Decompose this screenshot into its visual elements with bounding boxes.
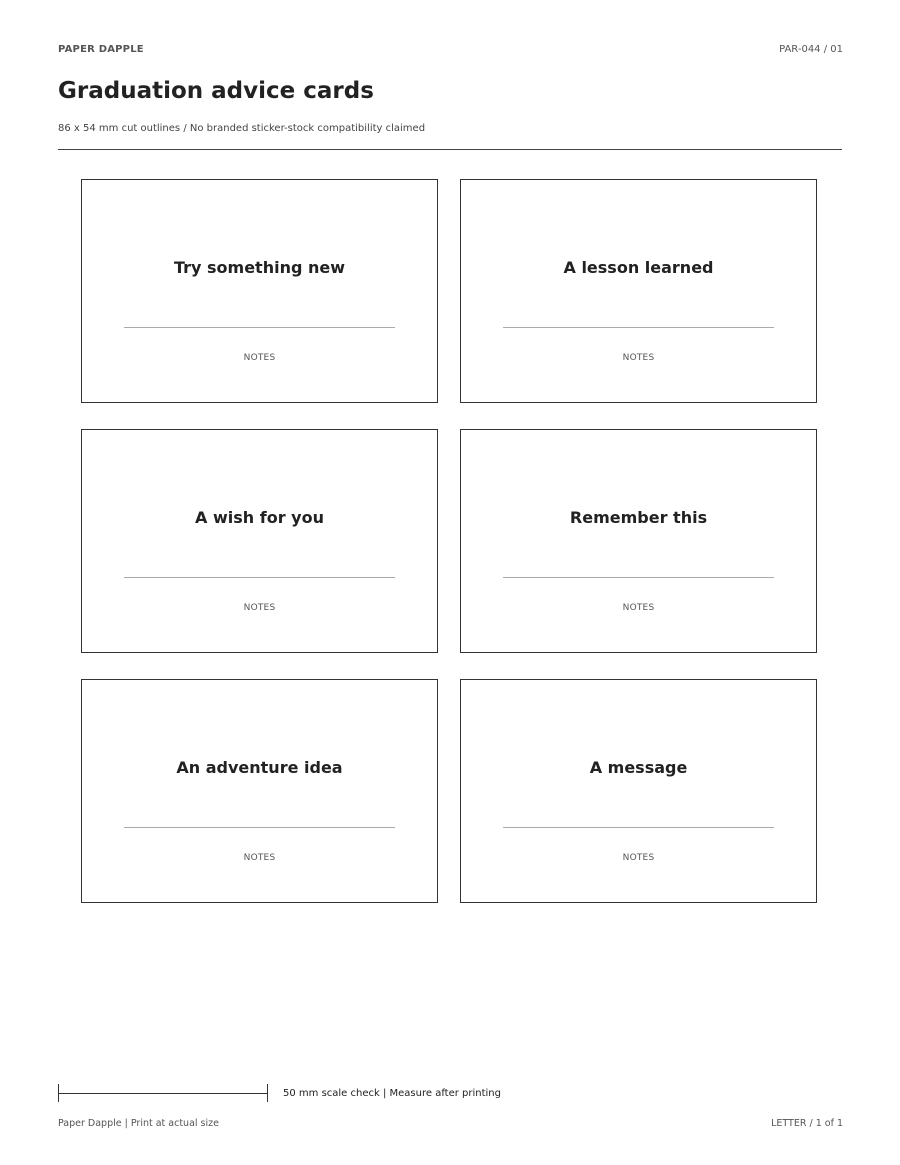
scale-check-bar — [58, 1084, 268, 1102]
card-try-something-new — [81, 179, 438, 403]
footer-note: Paper Dapple | Print at actual size — [58, 1118, 219, 1129]
card-title: Try something new — [173, 258, 346, 277]
card-title: Remember this — [569, 508, 708, 527]
card-remember-this — [460, 429, 817, 653]
writing-line — [503, 827, 774, 828]
card-notes-label: NOTES — [243, 853, 276, 863]
writing-line — [503, 577, 774, 578]
card-notes-label: NOTES — [622, 603, 655, 613]
scale-check-label: 50 mm scale check | Measure after printing — [283, 1088, 501, 1099]
card-a-lesson-learned — [460, 179, 817, 403]
page-indicator: LETTER / 1 of 1 — [771, 1118, 843, 1129]
document-code: PAR-044 / 01 — [779, 44, 843, 55]
writing-line — [503, 327, 774, 328]
writing-line — [124, 327, 395, 328]
card-title: A lesson learned — [563, 258, 714, 277]
page-subtitle: 86 x 54 mm cut outlines / No branded sticker-stock compatibility claimed — [58, 123, 426, 134]
card-title: A wish for you — [195, 508, 324, 527]
page-title: Graduation advice cards — [58, 78, 374, 104]
card-an-adventure-idea — [81, 679, 438, 903]
brand-label: PAPER DAPPLE — [58, 44, 144, 55]
card-notes-label: NOTES — [243, 603, 276, 613]
header-divider — [58, 149, 842, 150]
writing-line — [124, 577, 395, 578]
card-notes-label: NOTES — [622, 353, 655, 363]
card-notes-label: NOTES — [243, 353, 276, 363]
card-a-wish-for-you — [81, 429, 438, 653]
card-a-message — [460, 679, 817, 903]
card-notes-label: NOTES — [622, 853, 655, 863]
writing-line — [124, 827, 395, 828]
card-title: A message — [589, 758, 688, 777]
card-title: An adventure idea — [176, 758, 343, 777]
